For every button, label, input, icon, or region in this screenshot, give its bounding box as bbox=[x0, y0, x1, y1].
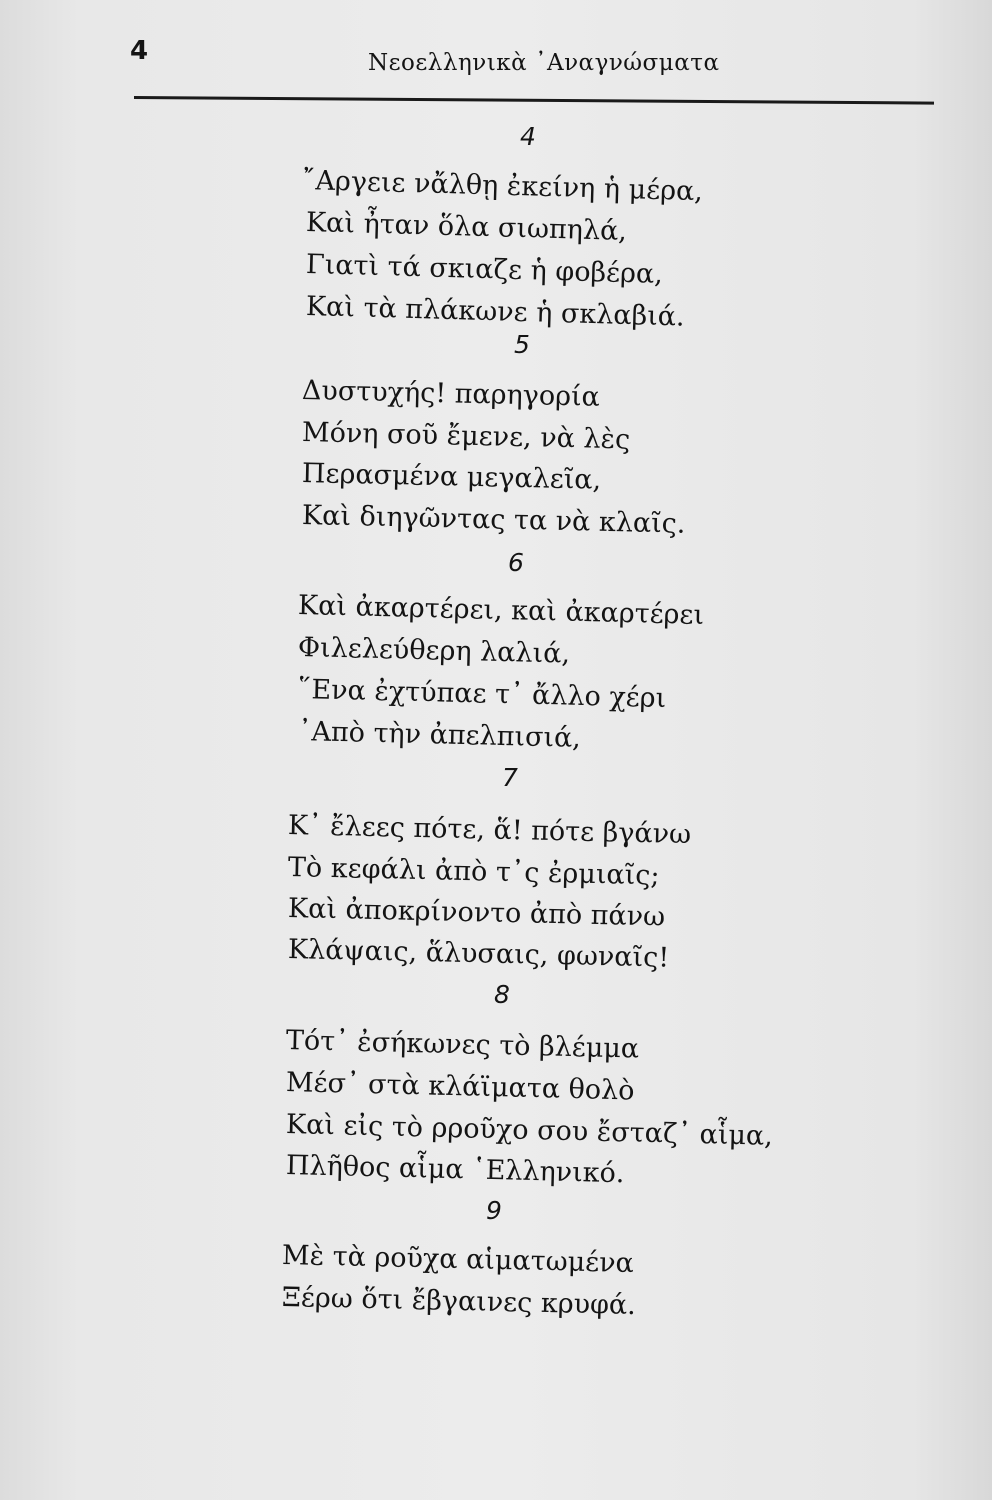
verse-line: Καὶ ἀποκρίνοντο ἀπὸ πάνω bbox=[287, 893, 666, 933]
verse-line: Κ᾿ ἔλεες πότε, ἅ! πότε βγάνω bbox=[287, 810, 692, 851]
verse-line: Καὶ τὰ πλάκωνε ἡ σκλαβιά. bbox=[305, 291, 686, 333]
verse-line: Περασμένα μεγαλεῖα, bbox=[301, 458, 602, 496]
stanza-number: 9 bbox=[486, 1196, 502, 1225]
stanza-number: 5 bbox=[514, 330, 530, 359]
verse-line: ᾿Απὸ τὴν ἀπελπισιά, bbox=[297, 716, 582, 754]
verse-line: Τότ᾿ ἐσήκωνες τὸ βλέμμα bbox=[285, 1025, 640, 1065]
verse-line: Γιατὶ τά σκιαζε ἡ φοβέρα, bbox=[305, 249, 664, 290]
stanza-number: 7 bbox=[502, 763, 518, 792]
verse-line: Κλάψαις, ἅλυσαις, φωναῖς! bbox=[287, 934, 670, 974]
page-number: 4 bbox=[130, 36, 149, 66]
verse-line: Καὶ εἰς τὸ ρροῦχο σου ἔσταζ᾿ αἷμα, bbox=[285, 1109, 774, 1152]
stanza-number: 8 bbox=[494, 980, 510, 1009]
verse-line: Μέσ᾿ στὰ κλάϊματα θολὸ bbox=[285, 1067, 635, 1107]
verse-line: Πλῆθος αἷμα ῾Ελληνικό. bbox=[285, 1150, 625, 1190]
verse-line: Τὸ κεφάλι ἀπὸ τ᾿ς ἐρμιαῖς; bbox=[287, 852, 660, 892]
stanza-number: 4 bbox=[520, 122, 536, 151]
verse-line: Καὶ διηγῶντας τα νὰ κλαῖς. bbox=[301, 500, 686, 540]
running-head-title: Νεοελληνικὰ ᾿Αναγνώσματα bbox=[368, 50, 720, 76]
header-rule bbox=[134, 96, 934, 105]
verse-line: Ξέρω ὅτι ἔβγαινες κρυφά. bbox=[281, 1282, 637, 1322]
verse-line: Μὲ τὰ ροῦχα αἱματωμένα bbox=[281, 1240, 635, 1279]
verse-line: ῎Αργειε νἄλθῃ ἐκείνη ἡ μέρα, bbox=[301, 165, 704, 208]
verse-line: Καὶ ἀκαρτέρει, καὶ ἀκαρτέρει bbox=[297, 590, 705, 631]
verse-line: ῞Ενα ἐχτύπαε τ᾿ ἄλλο χέρι bbox=[297, 674, 667, 714]
verse-line: Δυστυχής! παρηγορία bbox=[301, 375, 601, 413]
stanza-number: 6 bbox=[508, 548, 524, 577]
verse-line: Φιλελεύθερη λαλιά, bbox=[297, 632, 571, 670]
verse-line: Καὶ ἦταν ὅλα σιωπηλά, bbox=[305, 207, 628, 247]
verse-line: Μόνη σοῦ ἔμενε, νὰ λὲς bbox=[301, 417, 631, 456]
